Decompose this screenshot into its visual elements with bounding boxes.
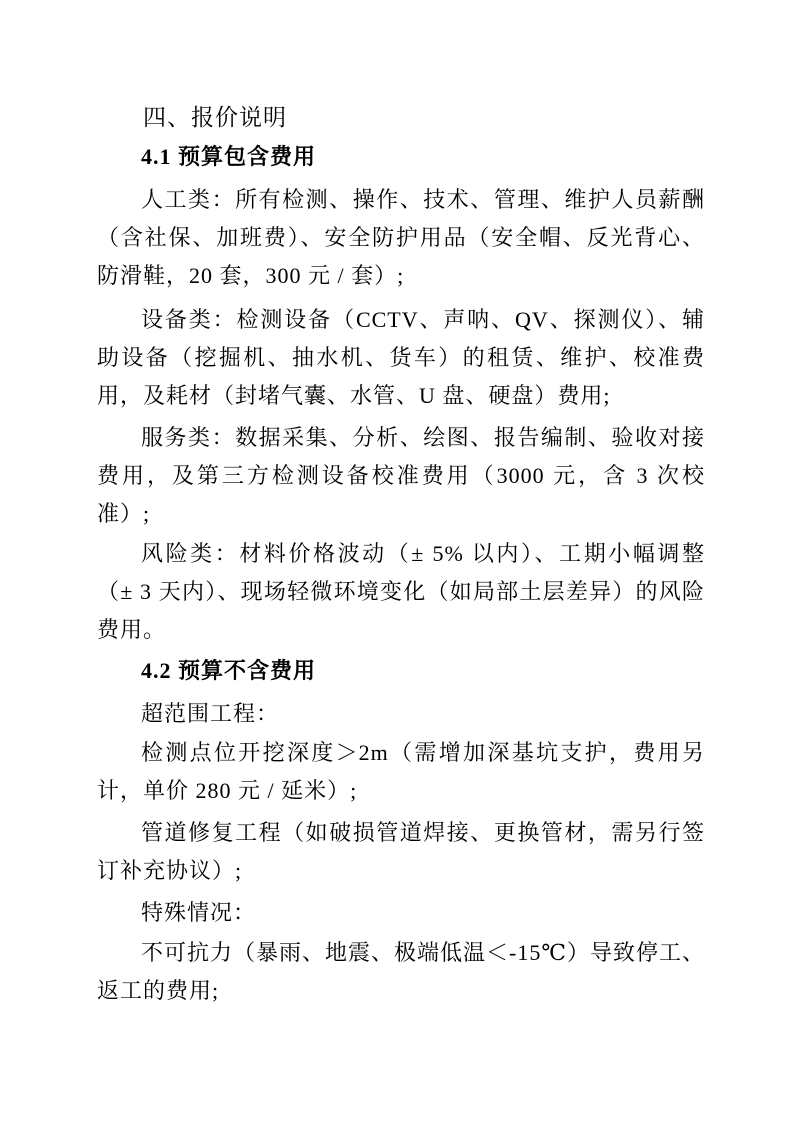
paragraph-out-of-scope-label: 超范围工程： bbox=[141, 701, 280, 726]
document-heading: 四、报价说明 bbox=[143, 104, 287, 130]
paragraph-equipment-costs: 设备类：检测设备（CCTV、声呐、QV、探测仪）、辅助设备（挖掘机、抽水机、货车）的租赁、维护、校准费用，及耗材（封堵气囊、水管、U 盘、硬盘）费用; bbox=[97, 307, 705, 408]
subsection-heading-4-1: 4.1 预算包含费用 bbox=[141, 144, 317, 169]
paragraph-excavation-depth: 检测点位开挖深度＞2m（需增加深基坑支护，费用另计，单价 280 元 / 延米）; bbox=[97, 740, 705, 803]
paragraph-special-cases-label: 特殊情况： bbox=[141, 900, 257, 925]
paragraph-force-majeure: 不可抗力（暴雨、地震、极端低温＜-15℃）导致停工、返工的费用; bbox=[97, 940, 705, 1003]
paragraph-service-costs: 服务类：数据采集、分析、绘图、报告编制、验收对接费用，及第三方检测设备校准费用（3000 元，含 3 次校准）; bbox=[97, 425, 705, 526]
paragraph-pipe-repair: 管道修复工程（如破损管道焊接、更换管材，需另行签订补充协议）; bbox=[97, 820, 705, 883]
paragraph-labor-costs: 人工类：所有检测、操作、技术、管理、维护人员薪酬（含社保、加班费）、安全防护用品（安全帽、反光背心、防滑鞋，20 套，300 元 / 套）; bbox=[97, 187, 705, 288]
subsection-heading-4-2: 4.2 预算不含费用 bbox=[141, 658, 317, 683]
paragraph-risk-costs: 风险类：材料价格波动（± 5% 以内）、工期小幅调整（± 3 天内）、现场轻微环境变化（如局部土层差异）的风险费用。 bbox=[97, 541, 705, 642]
